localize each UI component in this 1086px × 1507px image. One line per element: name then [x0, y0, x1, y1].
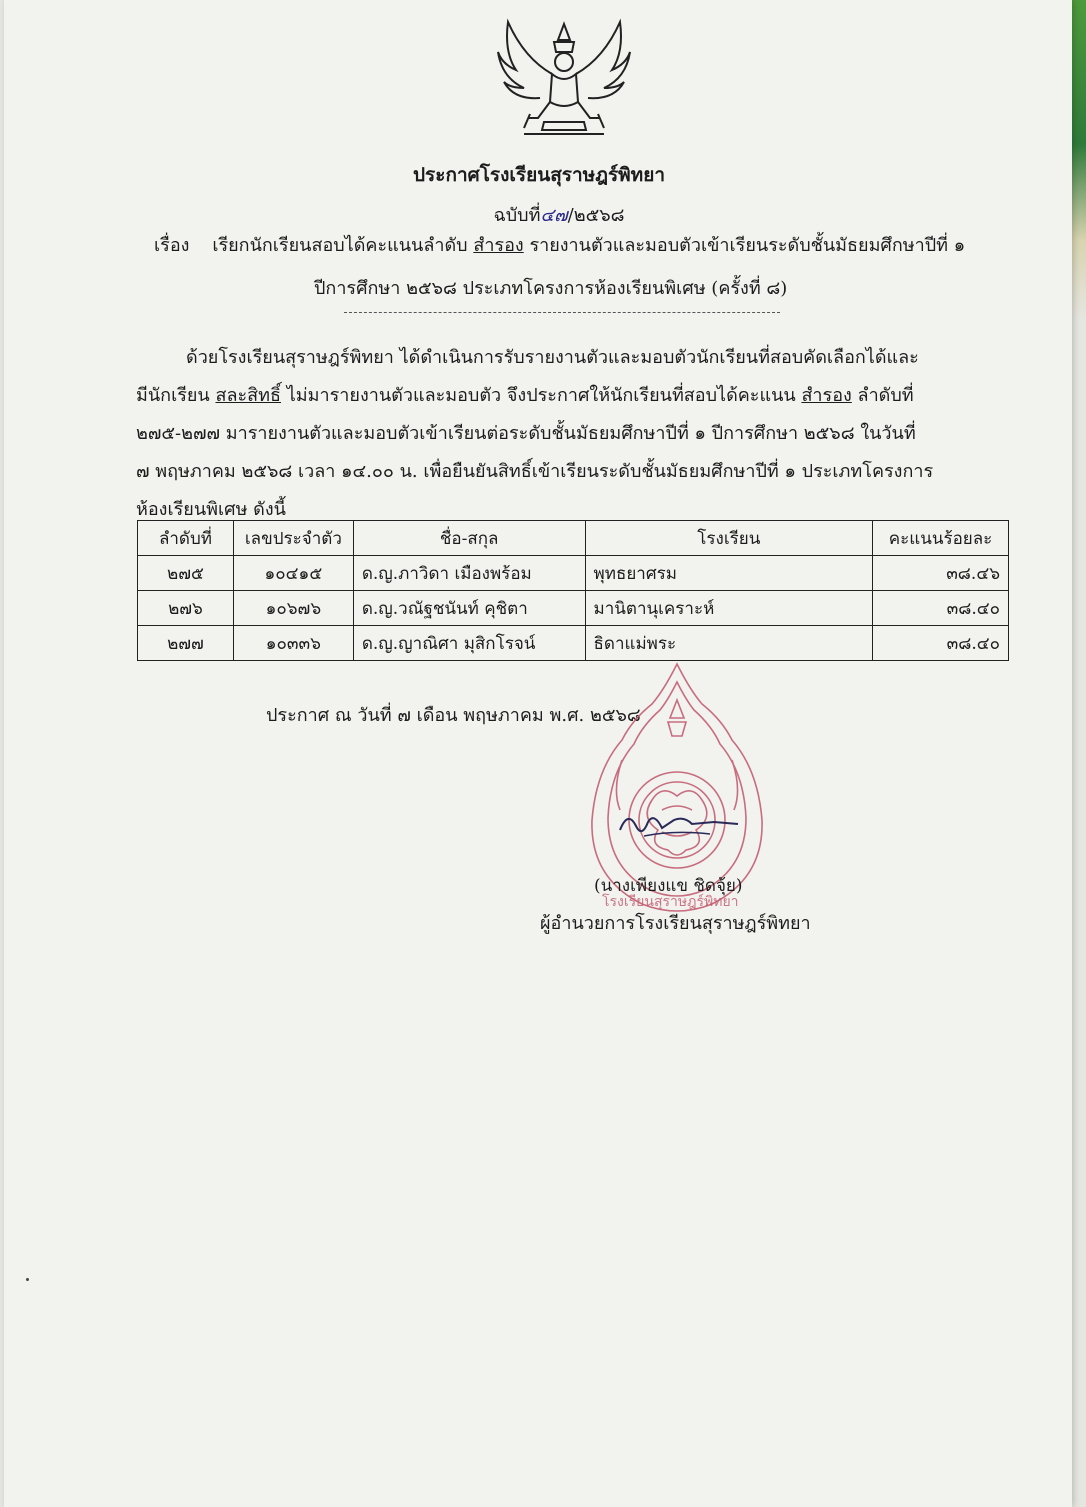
body-underlined-waive: สละสิทธิ์	[215, 385, 282, 406]
seal-text: โรงเรียนสุราษฎร์พิทยา	[602, 894, 739, 910]
cell-name: ด.ญ.วณัฐชนันท์ คุชิตา	[353, 591, 585, 626]
subject-text-a: เรียกนักเรียนสอบได้คะแนนลำดับ	[212, 235, 468, 256]
header-name: ชื่อ-สกุล	[353, 521, 585, 556]
cell-score: ๓๘.๔๐	[873, 626, 1009, 661]
cell-school: พุทธยาศรม	[585, 556, 873, 591]
body-underlined-reserve: สำรอง	[801, 385, 852, 406]
issue-prefix: ฉบับที่	[493, 205, 541, 226]
cell-rank: ๒๗๗	[138, 626, 234, 661]
cell-student-id: ๑๐๓๓๖	[233, 626, 353, 661]
issue-number	[4, 200, 1086, 229]
body-line-2	[136, 380, 914, 409]
cell-rank: ๒๗๖	[138, 591, 234, 626]
announce-date: ประกาศ ณ วันที่ ๗ เดือน พฤษภาคม พ.ศ. ๒๕๖๘	[266, 705, 641, 726]
body-line-3: ๒๗๕-๒๗๗ มารายงานตัวและมอบตัวเข้าเรียนต่อระดับชั้นมัธยมศึกษาปีที่ ๑ ปีการศึกษา ๒๕๖๘ ในวันที่	[136, 423, 916, 444]
cell-school: ธิดาแม่พระ	[585, 626, 873, 661]
announcement-title: ประกาศโรงเรียนสุราษฎร์พิทยา	[412, 164, 666, 186]
cell-school: มานิตานุเคราะห์	[585, 591, 873, 626]
signer-name: (นางเพียงแข ชิดจุ้ย)	[594, 876, 743, 896]
body-line-4: ๗ พฤษภาคม ๒๕๖๘ เวลา ๑๔.๐๐ น. เพื่อยืนยันสิทธิ์เข้าเรียนระดับชั้นมัธยมศึกษาปีที่ ๑ ประเภทโครงการ	[136, 461, 934, 482]
header-score: คะแนนร้อยละ	[873, 521, 1009, 556]
cell-name: ด.ญ.ภาวิดา เมืองพร้อม	[353, 556, 585, 591]
student-table	[137, 520, 1009, 661]
header-school: โรงเรียน	[585, 521, 873, 556]
cell-student-id: ๑๐๖๗๖	[233, 591, 353, 626]
body-text: มีนักเรียน	[136, 385, 210, 406]
cell-student-id: ๑๐๔๑๕	[233, 556, 353, 591]
table-header-row	[138, 521, 1009, 556]
subject-line-2: ปีการศึกษา ๒๕๖๘ ประเภทโครงการห้องเรียนพิเศษ (ครั้งที่ ๘)	[314, 278, 788, 299]
signer-position: ผู้อำนวยการโรงเรียนสุราษฎร์พิทยา	[540, 913, 811, 934]
table-row	[138, 591, 1009, 626]
handwritten-issue-number: ๔๗	[540, 205, 568, 226]
subject-line-1	[154, 230, 965, 259]
subject-label: เรื่อง	[154, 235, 190, 256]
header-rank: ลำดับที่	[138, 521, 234, 556]
table-row	[138, 626, 1009, 661]
issue-year: /๒๕๖๘	[567, 205, 625, 226]
cell-score: ๓๘.๔๐	[873, 591, 1009, 626]
table-row	[138, 556, 1009, 591]
subject-underlined: สำรอง	[473, 235, 524, 256]
body-line-5: ห้องเรียนพิเศษ ดังนี้	[136, 499, 286, 520]
cell-rank: ๒๗๕	[138, 556, 234, 591]
cell-name: ด.ญ.ญาณิศา มุสิกโรจน์	[353, 626, 585, 661]
garuda-emblem-icon	[494, 18, 634, 146]
speck	[26, 1278, 29, 1281]
body-line-1: ด้วยโรงเรียนสุราษฎร์พิทยา ได้ดำเนินการรับรายงานตัวและมอบตัวนักเรียนที่สอบคัดเลือกได้และ	[186, 347, 919, 368]
body-text: ไม่มารายงานตัวและมอบตัว จึงประกาศให้นักเรียนที่สอบได้คะแนน	[286, 385, 796, 406]
subject-text-b: รายงานตัวและมอบตัวเข้าเรียนระดับชั้นมัธยมศึกษาปีที่ ๑	[529, 235, 966, 256]
document-page	[4, 0, 1072, 1507]
body-text: ลำดับที่	[857, 385, 914, 406]
handwritten-signature	[614, 800, 744, 850]
header-student-id: เลขประจำตัว	[233, 521, 353, 556]
divider	[344, 312, 780, 313]
cell-score: ๓๘.๔๖	[873, 556, 1009, 591]
